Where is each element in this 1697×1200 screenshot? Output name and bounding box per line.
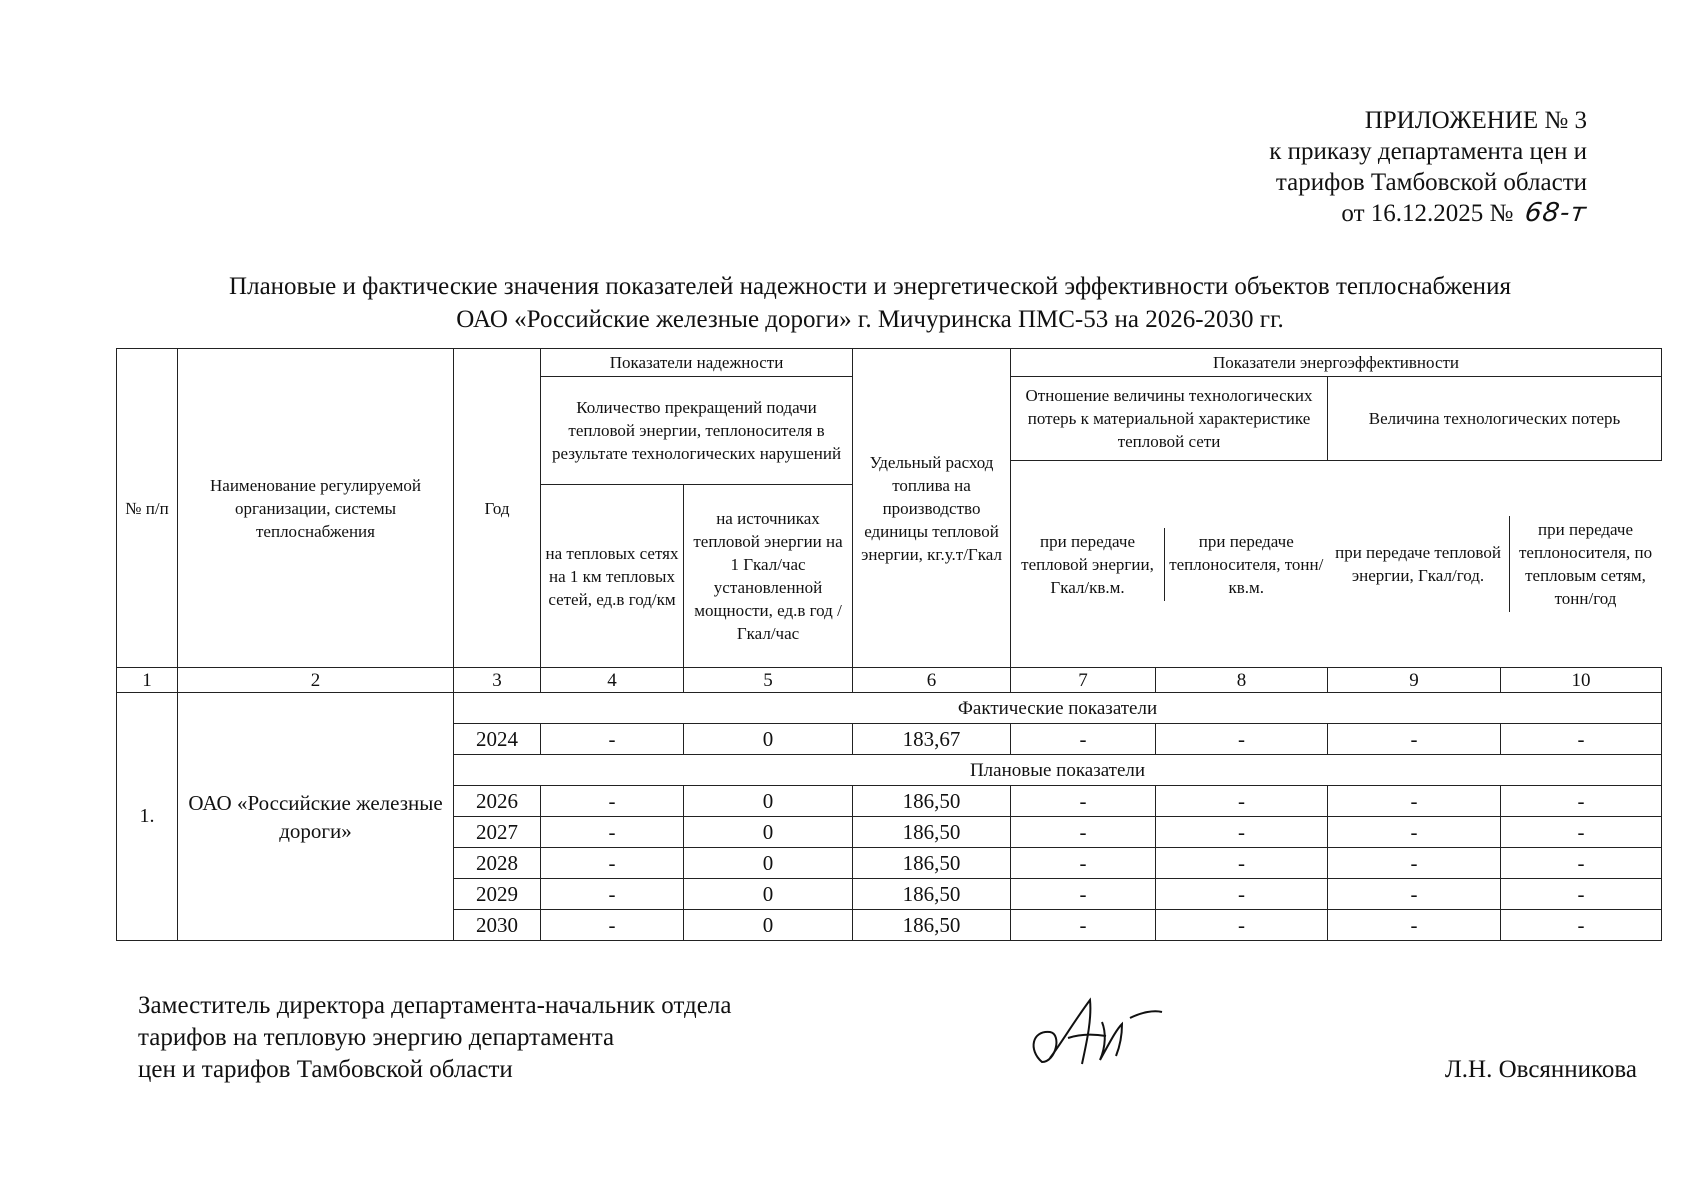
cell-col6: 186,50 [853,848,1011,879]
header-ratio-subcolumns [1011,461,1328,668]
column-number: 4 [541,668,684,693]
header-organization: Наименование регулируемой организации, системы теплоснабжения [178,349,454,668]
header-num: № п/п [117,349,178,668]
cell-col5: 0 [684,879,853,910]
column-number: 9 [1328,668,1501,693]
header-col5: на источниках тепловой энергии на 1 Гкал/час установленной мощности, ед.в год /Гкал/час [684,485,853,668]
cell-col8: - [1156,724,1328,755]
cell-year: 2029 [454,879,541,910]
document-title [100,270,1640,336]
cell-year: 2026 [454,786,541,817]
cell-col5: 0 [684,910,853,941]
handwritten-order-number: 68-т [1523,198,1590,228]
cell-col10: - [1501,879,1662,910]
indicators-table [116,348,1662,941]
cell-col10: - [1501,786,1662,817]
cell-col9: - [1328,786,1501,817]
column-number: 6 [853,668,1011,693]
signer-name: Л.Н. Овсянникова [1444,1056,1637,1083]
section-planned: Плановые показатели [454,755,1662,786]
row-index: 1. [117,693,178,941]
appendix-header [1269,105,1590,229]
cell-col8: - [1156,848,1328,879]
cell-col4: - [541,786,684,817]
cell-col5: 0 [684,817,853,848]
cell-col4: - [541,879,684,910]
cell-col4: - [541,724,684,755]
column-number: 7 [1011,668,1156,693]
signer-position-line-1: Заместитель директора департамента-начальник отдела [138,992,732,1019]
handwritten-signature [1020,990,1170,1080]
cell-col8: - [1156,910,1328,941]
header-col10: при передаче теплоносителя, по тепловым сетям, тонн/год [1518,520,1653,608]
cell-col4: - [541,910,684,941]
column-number: 2 [178,668,454,693]
cell-col10: - [1501,848,1662,879]
appendix-order-ref-1: к приказу департамента цен и [1269,138,1587,165]
cell-col9: - [1328,817,1501,848]
appendix-order-ref-2: тарифов Тамбовской области [1275,169,1587,196]
cell-col6: 186,50 [853,786,1011,817]
cell-col4: - [541,817,684,848]
cell-col6: 186,50 [853,817,1011,848]
header-efficiency-group: Показатели энергоэффективности [1011,349,1662,377]
cell-col9: - [1328,910,1501,941]
cell-col4: - [541,848,684,879]
header-losses-subcolumns [1328,461,1662,668]
appendix-title: ПРИЛОЖЕНИЕ № 3 [1364,107,1587,134]
cell-col8: - [1156,786,1328,817]
appendix-order-date [1269,198,1590,229]
signer-position-line-2: тарифов на тепловую энергию департамента [138,1024,615,1051]
header-reliability-group: Показатели надежности [541,349,853,377]
cell-col5: 0 [684,848,853,879]
header-interruptions-group: Количество прекращений подачи тепловой энергии, теплоносителя в результате технологических нарушений [541,377,853,485]
cell-col10: - [1501,817,1662,848]
cell-col8: - [1156,879,1328,910]
cell-col10: - [1501,910,1662,941]
cell-col9: - [1328,724,1501,755]
cell-year: 2030 [454,910,541,941]
organization-name: ОАО «Российские железные дороги» [178,693,454,941]
cell-col5: 0 [684,724,853,755]
cell-col7: - [1011,910,1156,941]
cell-year: 2027 [454,817,541,848]
header-col8: при передаче теплоносителя, тонн/кв.м. [1169,531,1324,597]
column-number-row [117,668,1662,693]
column-number: 3 [454,668,541,693]
header-ratio-group: Отношение величины технологических потерь к материальной характеристике тепловой сети [1011,377,1328,461]
header-losses-group: Величина технологических потерь [1328,377,1662,461]
cell-col9: - [1328,848,1501,879]
column-number: 8 [1156,668,1328,693]
order-date-prefix: от 16.12.2025 № [1341,200,1514,227]
cell-col6: 186,50 [853,879,1011,910]
cell-col10: - [1501,724,1662,755]
column-number: 1 [117,668,178,693]
cell-col6: 186,50 [853,910,1011,941]
cell-year: 2024 [454,724,541,755]
column-number: 5 [684,668,853,693]
cell-col7: - [1011,724,1156,755]
cell-col9: - [1328,879,1501,910]
cell-col7: - [1011,879,1156,910]
header-fuel-consumption: Удельный расход топлива на производство единицы тепловой энергии, кг.у.т/Гкал [853,349,1011,668]
header-col4: на тепловых сетях на 1 км тепловых сетей, ед.в год/км [541,485,684,668]
header-year: Год [454,349,541,668]
cell-col7: - [1011,786,1156,817]
section-actual: Фактические показатели [454,693,1662,724]
cell-col7: - [1011,848,1156,879]
cell-col8: - [1156,817,1328,848]
title-line-2: ОАО «Российские железные дороги» г. Мичуринска ПМС-53 на 2026-2030 гг. [456,306,1284,333]
signer-position-line-3: цен и тарифов Тамбовской области [138,1056,513,1083]
header-col9: при передаче тепловой энергии, Гкал/год. [1328,516,1510,612]
cell-col5: 0 [684,786,853,817]
signer-position [138,990,731,1086]
title-line-1: Плановые и фактические значения показателей надежности и энергетической эффективности объектов теплоснабжения [229,273,1511,300]
column-number: 10 [1501,668,1662,693]
cell-year: 2028 [454,848,541,879]
cell-col7: - [1011,817,1156,848]
cell-col6: 183,67 [853,724,1011,755]
header-col7: при передаче тепловой энергии, Гкал/кв.м. [1011,528,1165,601]
